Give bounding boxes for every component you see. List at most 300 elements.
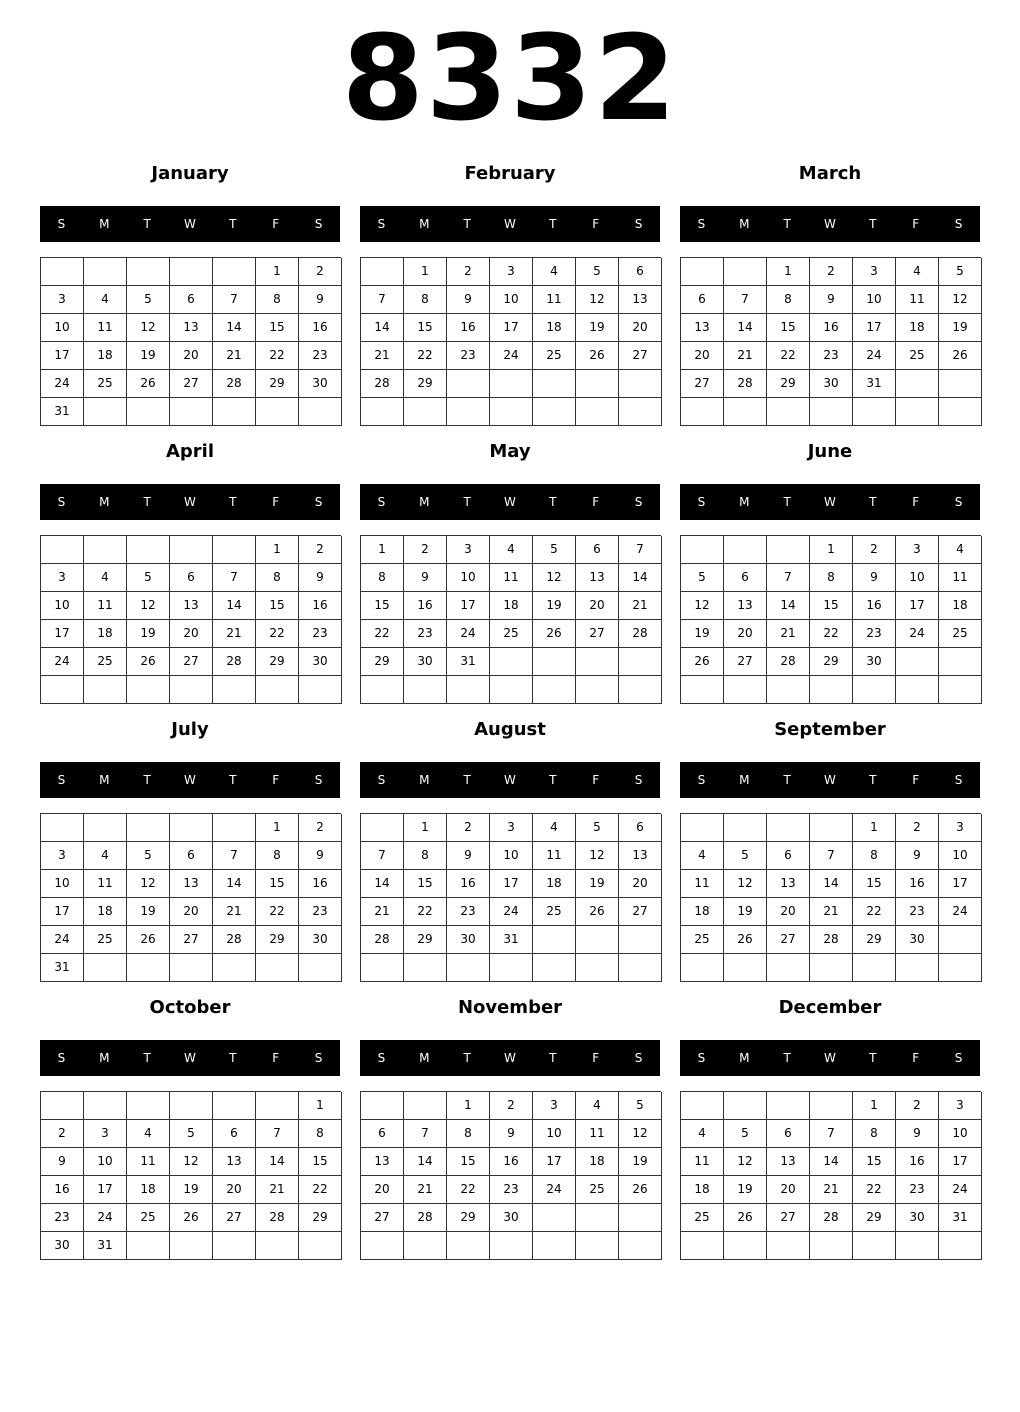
day-cell: 15 [853, 870, 896, 898]
weekday-label: F [272, 217, 280, 231]
empty-cell [213, 814, 256, 842]
day-cell: 12 [576, 842, 619, 870]
day-cell: 2 [299, 258, 342, 286]
day-cell: 20 [767, 1176, 810, 1204]
day-cell: 8 [361, 564, 404, 592]
day-cell: 25 [84, 926, 127, 954]
day-cell: 28 [256, 1204, 299, 1232]
day-cell: 24 [533, 1176, 576, 1204]
day-cell: 14 [810, 870, 853, 898]
day-cell: 25 [533, 898, 576, 926]
day-cell: 7 [213, 564, 256, 592]
day-cell: 16 [896, 1148, 939, 1176]
day-cell: 20 [170, 342, 213, 370]
day-cell: 16 [299, 314, 342, 342]
weekday-label: T [549, 495, 557, 509]
day-cell: 28 [724, 370, 767, 398]
empty-cell [724, 954, 767, 982]
empty-cell [533, 1204, 576, 1232]
day-cell: 29 [256, 370, 299, 398]
day-cell: 14 [361, 314, 404, 342]
day-cell: 7 [404, 1120, 447, 1148]
empty-cell [84, 536, 127, 564]
day-cell: 29 [810, 648, 853, 676]
day-cell: 19 [576, 314, 619, 342]
day-cell: 15 [810, 592, 853, 620]
day-cell: 7 [810, 842, 853, 870]
day-cell: 18 [576, 1148, 619, 1176]
day-cell: 1 [256, 258, 299, 286]
empty-cell [681, 1092, 724, 1120]
day-cell: 24 [41, 648, 84, 676]
weekday-label: S [954, 217, 963, 231]
day-cell: 17 [84, 1176, 127, 1204]
day-cell: 17 [533, 1148, 576, 1176]
day-cell: 11 [533, 286, 576, 314]
day-cell: 31 [41, 398, 84, 426]
day-cell: 6 [724, 564, 767, 592]
day-cell: 30 [404, 648, 447, 676]
weekday-label: S [57, 217, 66, 231]
weekday-label: T [783, 217, 791, 231]
weekday-label: M [739, 495, 750, 509]
day-cell: 25 [939, 620, 982, 648]
day-cell: 26 [127, 648, 170, 676]
day-cell: 5 [576, 814, 619, 842]
empty-cell [256, 954, 299, 982]
empty-cell [576, 676, 619, 704]
day-grid [680, 535, 981, 704]
empty-cell [896, 648, 939, 676]
day-cell: 20 [170, 898, 213, 926]
empty-cell [767, 1232, 810, 1260]
day-cell: 22 [810, 620, 853, 648]
empty-cell [533, 370, 576, 398]
day-cell: 2 [299, 814, 342, 842]
day-cell: 28 [619, 620, 662, 648]
day-cell: 9 [490, 1120, 533, 1148]
empty-cell [576, 1204, 619, 1232]
day-cell: 27 [576, 620, 619, 648]
day-cell: 25 [576, 1176, 619, 1204]
day-cell: 13 [681, 314, 724, 342]
weekday-label: T [869, 217, 877, 231]
day-cell: 23 [447, 342, 490, 370]
empty-cell [724, 398, 767, 426]
day-cell: 19 [619, 1148, 662, 1176]
day-cell: 8 [256, 842, 299, 870]
weekday-header [360, 484, 660, 520]
day-cell: 13 [576, 564, 619, 592]
day-cell: 14 [767, 592, 810, 620]
weekday-header [680, 762, 980, 798]
day-cell: 28 [404, 1204, 447, 1232]
day-cell: 15 [299, 1148, 342, 1176]
day-cell: 23 [41, 1204, 84, 1232]
day-grid [40, 813, 341, 982]
month-name: February [464, 163, 556, 184]
day-cell: 29 [361, 648, 404, 676]
empty-cell [939, 648, 982, 676]
empty-cell [170, 258, 213, 286]
day-cell: 11 [490, 564, 533, 592]
day-cell: 1 [853, 1092, 896, 1120]
empty-cell [490, 676, 533, 704]
day-cell: 5 [576, 258, 619, 286]
empty-cell [170, 398, 213, 426]
day-cell: 4 [533, 814, 576, 842]
day-cell: 29 [404, 370, 447, 398]
weekday-label: T [783, 1051, 791, 1065]
month-name: January [151, 163, 229, 184]
weekday-label: S [954, 773, 963, 787]
empty-cell [84, 676, 127, 704]
weekday-label: W [824, 773, 836, 787]
day-cell: 23 [299, 342, 342, 370]
empty-cell [681, 676, 724, 704]
day-cell: 11 [939, 564, 982, 592]
weekday-label: S [57, 773, 66, 787]
day-cell: 11 [84, 592, 127, 620]
day-grid [360, 813, 661, 982]
day-cell: 29 [256, 648, 299, 676]
weekday-header [40, 1040, 340, 1076]
day-grid [40, 1091, 341, 1260]
empty-cell [767, 536, 810, 564]
day-cell: 2 [447, 814, 490, 842]
weekday-label: S [954, 1051, 963, 1065]
empty-cell [213, 1092, 256, 1120]
empty-cell [619, 676, 662, 704]
weekday-label: S [57, 1051, 66, 1065]
day-cell: 17 [447, 592, 490, 620]
weekday-label: M [99, 773, 110, 787]
day-cell: 4 [681, 842, 724, 870]
weekday-label: S [377, 773, 386, 787]
empty-cell [939, 1232, 982, 1260]
month-name: August [474, 719, 546, 740]
day-cell: 21 [361, 898, 404, 926]
empty-cell [299, 398, 342, 426]
weekday-label: S [314, 773, 323, 787]
weekday-label: M [99, 217, 110, 231]
day-cell: 25 [681, 1204, 724, 1232]
month-name: April [165, 441, 215, 462]
empty-cell [256, 398, 299, 426]
day-cell: 24 [41, 370, 84, 398]
day-cell: 12 [127, 592, 170, 620]
weekday-label: S [314, 217, 323, 231]
day-cell: 25 [84, 370, 127, 398]
day-cell: 28 [810, 1204, 853, 1232]
month-name: September [774, 719, 886, 740]
day-cell: 21 [810, 1176, 853, 1204]
weekday-label: S [697, 217, 706, 231]
day-cell: 16 [810, 314, 853, 342]
empty-cell [681, 536, 724, 564]
day-cell: 23 [490, 1176, 533, 1204]
weekday-label: S [314, 495, 323, 509]
weekday-label: M [739, 217, 750, 231]
day-cell: 22 [256, 342, 299, 370]
empty-cell [619, 1204, 662, 1232]
day-cell: 15 [361, 592, 404, 620]
day-cell: 7 [767, 564, 810, 592]
day-cell: 25 [533, 342, 576, 370]
empty-cell [810, 1232, 853, 1260]
weekday-label: S [634, 773, 643, 787]
empty-cell [533, 676, 576, 704]
empty-cell [127, 954, 170, 982]
empty-cell [404, 954, 447, 982]
day-cell: 13 [170, 314, 213, 342]
day-cell: 21 [810, 898, 853, 926]
day-cell: 25 [681, 926, 724, 954]
day-cell: 31 [41, 954, 84, 982]
day-cell: 26 [619, 1176, 662, 1204]
empty-cell [853, 954, 896, 982]
day-cell: 5 [724, 1120, 767, 1148]
empty-cell [447, 954, 490, 982]
empty-cell [619, 398, 662, 426]
empty-cell [724, 814, 767, 842]
weekday-label: M [419, 1051, 430, 1065]
day-cell: 14 [361, 870, 404, 898]
day-cell: 1 [361, 536, 404, 564]
day-cell: 25 [490, 620, 533, 648]
day-cell: 26 [576, 342, 619, 370]
day-grid [360, 1091, 661, 1260]
day-cell: 2 [490, 1092, 533, 1120]
day-cell: 23 [853, 620, 896, 648]
empty-cell [361, 954, 404, 982]
day-cell: 4 [490, 536, 533, 564]
weekday-label: W [504, 495, 516, 509]
weekday-label: T [463, 217, 471, 231]
day-cell: 28 [767, 648, 810, 676]
empty-cell [724, 1092, 767, 1120]
day-cell: 12 [724, 870, 767, 898]
empty-cell [533, 398, 576, 426]
weekday-label: S [697, 1051, 706, 1065]
empty-cell [533, 954, 576, 982]
weekday-label: T [549, 1051, 557, 1065]
empty-cell [619, 926, 662, 954]
day-cell: 4 [84, 286, 127, 314]
empty-cell [361, 1092, 404, 1120]
empty-cell [576, 954, 619, 982]
empty-cell [767, 814, 810, 842]
day-cell: 16 [41, 1176, 84, 1204]
weekday-label: F [592, 773, 600, 787]
empty-cell [490, 648, 533, 676]
empty-cell [767, 676, 810, 704]
empty-cell [681, 258, 724, 286]
empty-cell [256, 676, 299, 704]
day-cell: 5 [681, 564, 724, 592]
day-cell: 18 [127, 1176, 170, 1204]
weekday-label: T [463, 1051, 471, 1065]
empty-cell [810, 676, 853, 704]
empty-cell [681, 398, 724, 426]
day-grid [360, 535, 661, 704]
day-cell: 3 [939, 1092, 982, 1120]
weekday-label: W [184, 773, 196, 787]
day-cell: 29 [447, 1204, 490, 1232]
day-cell: 29 [299, 1204, 342, 1232]
day-cell: 14 [213, 870, 256, 898]
empty-cell [619, 1232, 662, 1260]
day-grid [360, 257, 661, 426]
day-cell: 20 [576, 592, 619, 620]
empty-cell [896, 954, 939, 982]
day-cell: 8 [404, 286, 447, 314]
weekday-label: M [739, 773, 750, 787]
empty-cell [41, 536, 84, 564]
year-title: 8332 [341, 9, 679, 147]
weekday-header [680, 484, 980, 520]
day-cell: 10 [447, 564, 490, 592]
weekday-label: W [824, 1051, 836, 1065]
day-cell: 27 [767, 926, 810, 954]
day-cell: 19 [724, 898, 767, 926]
day-cell: 12 [939, 286, 982, 314]
day-cell: 11 [84, 870, 127, 898]
empty-cell [213, 536, 256, 564]
weekday-label: W [504, 1051, 516, 1065]
empty-cell [170, 954, 213, 982]
empty-cell [767, 954, 810, 982]
weekday-label: M [99, 495, 110, 509]
day-cell: 1 [256, 536, 299, 564]
empty-cell [533, 648, 576, 676]
day-cell: 10 [84, 1148, 127, 1176]
day-cell: 9 [41, 1148, 84, 1176]
weekday-label: T [143, 773, 151, 787]
weekday-label: S [634, 217, 643, 231]
day-cell: 24 [896, 620, 939, 648]
day-cell: 3 [896, 536, 939, 564]
day-cell: 16 [299, 592, 342, 620]
day-cell: 24 [447, 620, 490, 648]
day-cell: 15 [256, 592, 299, 620]
day-cell: 20 [681, 342, 724, 370]
empty-cell [84, 814, 127, 842]
empty-cell [41, 258, 84, 286]
day-cell: 13 [767, 870, 810, 898]
day-cell: 2 [404, 536, 447, 564]
empty-cell [213, 954, 256, 982]
day-cell: 18 [896, 314, 939, 342]
day-cell: 30 [447, 926, 490, 954]
weekday-label: T [783, 495, 791, 509]
weekday-header [360, 1040, 660, 1076]
empty-cell [724, 676, 767, 704]
day-cell: 1 [767, 258, 810, 286]
day-cell: 10 [853, 286, 896, 314]
day-cell: 9 [447, 286, 490, 314]
day-cell: 13 [170, 870, 213, 898]
day-cell: 24 [490, 898, 533, 926]
weekday-label: T [143, 495, 151, 509]
day-cell: 14 [404, 1148, 447, 1176]
day-cell: 26 [724, 1204, 767, 1232]
empty-cell [724, 258, 767, 286]
weekday-label: T [143, 1051, 151, 1065]
day-cell: 30 [41, 1232, 84, 1260]
day-cell: 4 [84, 564, 127, 592]
day-cell: 17 [41, 898, 84, 926]
day-cell: 8 [810, 564, 853, 592]
day-cell: 5 [939, 258, 982, 286]
empty-cell [447, 398, 490, 426]
day-cell: 9 [853, 564, 896, 592]
empty-cell [939, 926, 982, 954]
day-cell: 16 [853, 592, 896, 620]
empty-cell [767, 398, 810, 426]
day-cell: 19 [127, 342, 170, 370]
empty-cell [170, 536, 213, 564]
day-cell: 16 [299, 870, 342, 898]
day-cell: 15 [404, 870, 447, 898]
day-cell: 9 [299, 286, 342, 314]
day-cell: 29 [767, 370, 810, 398]
day-cell: 7 [213, 842, 256, 870]
empty-cell [896, 370, 939, 398]
day-cell: 8 [256, 286, 299, 314]
day-cell: 9 [896, 1120, 939, 1148]
empty-cell [724, 1232, 767, 1260]
empty-cell [127, 676, 170, 704]
empty-cell [810, 398, 853, 426]
weekday-label: M [99, 1051, 110, 1065]
day-cell: 10 [41, 314, 84, 342]
day-cell: 19 [533, 592, 576, 620]
month-name: July [171, 719, 209, 740]
day-cell: 2 [853, 536, 896, 564]
empty-cell [84, 1092, 127, 1120]
day-cell: 6 [170, 286, 213, 314]
empty-cell [404, 1092, 447, 1120]
day-cell: 9 [299, 842, 342, 870]
day-cell: 3 [939, 814, 982, 842]
day-cell: 30 [810, 370, 853, 398]
empty-cell [810, 1092, 853, 1120]
day-cell: 2 [299, 536, 342, 564]
weekday-label: F [592, 1051, 600, 1065]
day-cell: 13 [170, 592, 213, 620]
day-cell: 22 [299, 1176, 342, 1204]
day-cell: 5 [619, 1092, 662, 1120]
day-cell: 22 [767, 342, 810, 370]
day-cell: 5 [724, 842, 767, 870]
day-cell: 1 [810, 536, 853, 564]
day-cell: 12 [127, 870, 170, 898]
day-cell: 27 [619, 898, 662, 926]
day-cell: 7 [810, 1120, 853, 1148]
empty-cell [361, 1232, 404, 1260]
weekday-label: S [697, 495, 706, 509]
weekday-label: M [419, 495, 430, 509]
day-cell: 28 [213, 370, 256, 398]
empty-cell [490, 954, 533, 982]
day-cell: 24 [490, 342, 533, 370]
empty-cell [939, 370, 982, 398]
empty-cell [681, 1232, 724, 1260]
weekday-label: F [912, 217, 920, 231]
weekday-label: S [57, 495, 66, 509]
day-cell: 24 [939, 1176, 982, 1204]
